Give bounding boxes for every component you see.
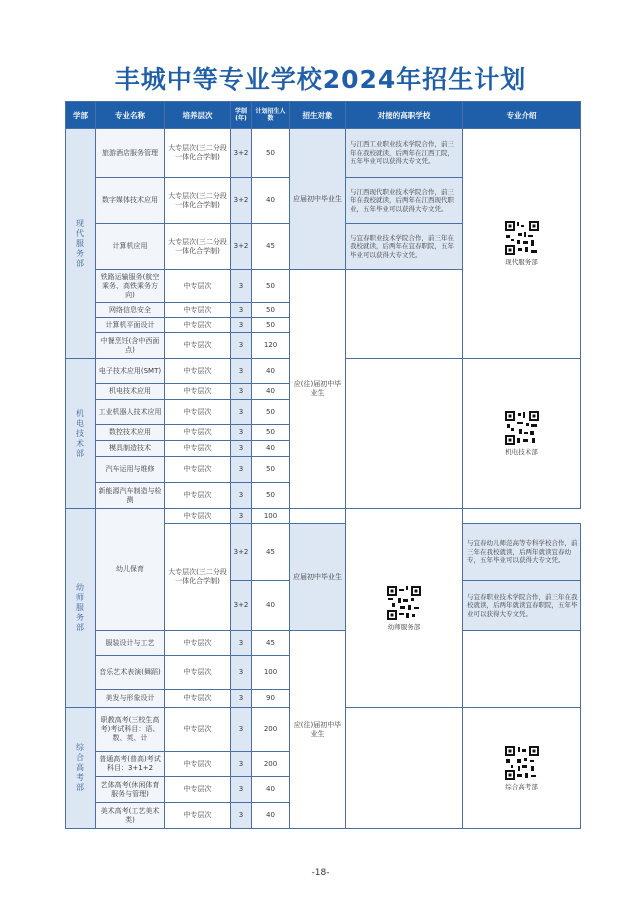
years-cell: 3 bbox=[231, 656, 252, 690]
years-cell: 3 bbox=[231, 708, 252, 752]
partner-cell: 与宜春职业技术学院合作，前三年在我校就读，后两年就读宜春职院，五年毕业可以获得大专文凭。 bbox=[463, 581, 581, 631]
qr-label: 幼师服务部 bbox=[387, 622, 421, 631]
header-years: 学制(年) bbox=[231, 102, 252, 129]
partner-empty-cell bbox=[346, 708, 463, 829]
years-cell: 3+2 bbox=[231, 178, 252, 224]
level-cell: 大专层次(三二分段一体化合学制) bbox=[165, 524, 231, 631]
table-header-row bbox=[66, 102, 581, 129]
table-row bbox=[66, 509, 581, 524]
plan-cell: 90 bbox=[252, 690, 290, 708]
intro-cell bbox=[463, 708, 581, 829]
years-cell: 3+2 bbox=[231, 581, 252, 631]
plan-cell: 40 bbox=[252, 777, 290, 803]
plan-cell: 40 bbox=[252, 384, 290, 400]
partner-empty-cell bbox=[346, 359, 463, 509]
major-cell: 普通高考(普高)考试科目：3+1+2 bbox=[96, 752, 165, 777]
header-level: 培养层次 bbox=[165, 102, 231, 129]
level-cell: 中专层次 bbox=[165, 631, 231, 656]
plan-cell: 50 bbox=[252, 457, 290, 483]
level-cell: 中专层次 bbox=[165, 333, 231, 359]
header-dept: 学部 bbox=[66, 102, 96, 129]
header-partner: 对接的高职学校 bbox=[346, 102, 463, 129]
header-major: 专业名称 bbox=[96, 102, 165, 129]
table-row bbox=[66, 631, 581, 656]
plan-cell: 40 bbox=[252, 178, 290, 224]
header-target: 招生对象 bbox=[290, 102, 346, 129]
major-cell: 艺体高考(休闲体育服务与管理) bbox=[96, 777, 165, 803]
level-cell: 中专层次 bbox=[165, 803, 231, 829]
partner-cell: 与宜春职业技术学院合作，前三年在我校就读，后两年在宜春职院，五年毕业可以获得大专文凭。 bbox=[346, 224, 463, 270]
plan-cell: 40 bbox=[252, 441, 290, 457]
major-cell: 计算机应用 bbox=[96, 224, 165, 270]
plan-cell: 120 bbox=[252, 333, 290, 359]
plan-cell: 50 bbox=[252, 400, 290, 425]
plan-cell: 45 bbox=[252, 524, 290, 581]
major-cell: 铁路运输服务(航空乘务、高铁乘务方向) bbox=[96, 270, 165, 303]
major-cell: 中餐烹饪(含中西面点) bbox=[96, 333, 165, 359]
level-cell: 中专层次 bbox=[165, 359, 231, 384]
major-cell: 美术高考(工艺美术类) bbox=[96, 803, 165, 829]
plan-cell: 100 bbox=[252, 656, 290, 690]
plan-cell: 200 bbox=[252, 752, 290, 777]
level-cell: 中专层次 bbox=[165, 708, 231, 752]
years-cell: 3 bbox=[231, 270, 252, 303]
plan-cell: 50 bbox=[252, 129, 290, 178]
major-cell: 数字媒体技术应用 bbox=[96, 178, 165, 224]
partner-cell: 与江西工业职业技术学院合作，前三年在我校就读，后两年在江西工院，五年毕业可以获得大专文凭。 bbox=[346, 129, 463, 178]
major-cell: 网络信息安全 bbox=[96, 303, 165, 318]
dept-cell: 机电技术部 bbox=[66, 359, 96, 509]
major-cell: 汽车运用与维修 bbox=[96, 457, 165, 483]
plan-cell: 40 bbox=[252, 359, 290, 384]
level-cell: 中专层次 bbox=[165, 441, 231, 457]
partner-empty-cell bbox=[463, 631, 581, 708]
level-cell: 中专层次 bbox=[165, 752, 231, 777]
qr-code-icon bbox=[504, 220, 540, 256]
level-cell: 中专层次 bbox=[165, 318, 231, 333]
level-cell: 中专层次 bbox=[165, 303, 231, 318]
dept-cell: 现代服务部 bbox=[66, 129, 96, 359]
dept-cell: 幼师服务部 bbox=[66, 509, 96, 708]
years-cell: 3 bbox=[231, 400, 252, 425]
plan-cell: 50 bbox=[252, 318, 290, 333]
level-cell: 大专层次(三二分段一体化合学制) bbox=[165, 129, 231, 178]
plan-cell: 100 bbox=[252, 509, 290, 524]
years-cell: 3 bbox=[231, 441, 252, 457]
major-cell: 计算机平面设计 bbox=[96, 318, 165, 333]
target-cell: 应(往)届初中毕业生 bbox=[290, 270, 346, 509]
header-plan: 计划招生人数 bbox=[252, 102, 290, 129]
target-cell: 应(往)届初中毕业生 bbox=[290, 631, 346, 829]
level-cell: 中专层次 bbox=[165, 270, 231, 303]
major-cell: 机电技术应用 bbox=[96, 384, 165, 400]
years-cell: 3 bbox=[231, 690, 252, 708]
table-row bbox=[66, 129, 581, 178]
partner-empty-cell bbox=[346, 270, 463, 359]
plan-cell: 45 bbox=[252, 224, 290, 270]
years-cell: 3 bbox=[231, 457, 252, 483]
major-cell: 美发与形象设计 bbox=[96, 690, 165, 708]
years-cell: 3 bbox=[231, 303, 252, 318]
major-cell: 工业机器人技术应用 bbox=[96, 400, 165, 425]
years-cell: 3+2 bbox=[231, 524, 252, 581]
qr-label: 综合高考部 bbox=[505, 782, 538, 791]
years-cell: 3 bbox=[231, 803, 252, 829]
dept-cell: 综合高考部 bbox=[66, 708, 96, 829]
qr-code-icon bbox=[504, 410, 540, 446]
plan-cell: 50 bbox=[252, 425, 290, 441]
qr-label: 现代服务部 bbox=[505, 258, 538, 266]
level-cell: 中专层次 bbox=[165, 457, 231, 483]
intro-cell bbox=[346, 509, 463, 708]
level-cell: 中专层次 bbox=[165, 777, 231, 803]
major-cell: 电子技术应用(SMT) bbox=[96, 359, 165, 384]
major-cell: 旅游酒店服务管理 bbox=[96, 129, 165, 178]
years-cell: 3 bbox=[231, 318, 252, 333]
plan-cell: 50 bbox=[252, 270, 290, 303]
qr-code-icon bbox=[386, 585, 422, 621]
enrollment-table bbox=[65, 101, 581, 829]
years-cell: 3 bbox=[231, 631, 252, 656]
plan-cell: 50 bbox=[252, 483, 290, 509]
major-cell: 模具制造技术 bbox=[96, 441, 165, 457]
major-cell: 数控技术应用 bbox=[96, 425, 165, 441]
partner-empty-cell bbox=[290, 509, 346, 524]
qr-code-icon bbox=[504, 745, 540, 781]
plan-cell: 40 bbox=[252, 803, 290, 829]
years-cell: 3 bbox=[231, 359, 252, 384]
major-cell: 新能源汽车制造与检测 bbox=[96, 483, 165, 509]
partner-cell: 与宜春幼儿师范高等专科学校合作，前三年在我校就读，后两年就读宜春幼专，五年毕业可以获得大专文凭。 bbox=[463, 524, 581, 581]
years-cell: 3+2 bbox=[231, 224, 252, 270]
header-intro: 专业介绍 bbox=[463, 102, 581, 129]
level-cell: 中专层次 bbox=[165, 656, 231, 690]
years-cell: 3 bbox=[231, 752, 252, 777]
years-cell: 3 bbox=[231, 333, 252, 359]
years-cell: 3 bbox=[231, 425, 252, 441]
intro-cell bbox=[463, 359, 581, 509]
years-cell: 3+2 bbox=[231, 129, 252, 178]
years-cell: 3 bbox=[231, 509, 252, 524]
plan-cell: 40 bbox=[252, 581, 290, 631]
page-number: -18- bbox=[311, 868, 330, 878]
level-cell: 大专层次(三二分段一体化合学制) bbox=[165, 178, 231, 224]
page-title: 丰城中等专业学校2024年招生计划 bbox=[114, 65, 527, 94]
level-cell: 中专层次 bbox=[165, 425, 231, 441]
target-cell: 应届初中毕业生 bbox=[290, 524, 346, 631]
level-cell: 中专层次 bbox=[165, 509, 231, 524]
major-cell: 服装设计与工艺 bbox=[96, 631, 165, 656]
level-cell: 中专层次 bbox=[165, 483, 231, 509]
years-cell: 3 bbox=[231, 777, 252, 803]
plan-cell: 200 bbox=[252, 708, 290, 752]
years-cell: 3 bbox=[231, 384, 252, 400]
years-cell: 3 bbox=[231, 483, 252, 509]
level-cell: 大专层次(三二分段一体化合学制) bbox=[165, 224, 231, 270]
partner-cell: 与江西现代职业技术学院合作，前三年在我校就读，后两年在江西现代职业，五年毕业可以获得大专文凭。 bbox=[346, 178, 463, 224]
target-cell: 应届初中毕业生 bbox=[290, 129, 346, 270]
level-cell: 中专层次 bbox=[165, 400, 231, 425]
intro-cell bbox=[463, 129, 581, 359]
qr-label: 机电技术部 bbox=[505, 448, 538, 456]
level-cell: 中专层次 bbox=[165, 384, 231, 400]
level-cell: 中专层次 bbox=[165, 690, 231, 708]
plan-cell: 45 bbox=[252, 631, 290, 656]
major-cell: 音乐艺术表演(舞蹈) bbox=[96, 656, 165, 690]
major-cell: 职教高考(三校生高考)考试科目：语、数、英、计 bbox=[96, 708, 165, 752]
major-cell: 幼儿保育 bbox=[96, 509, 165, 631]
plan-cell: 50 bbox=[252, 303, 290, 318]
